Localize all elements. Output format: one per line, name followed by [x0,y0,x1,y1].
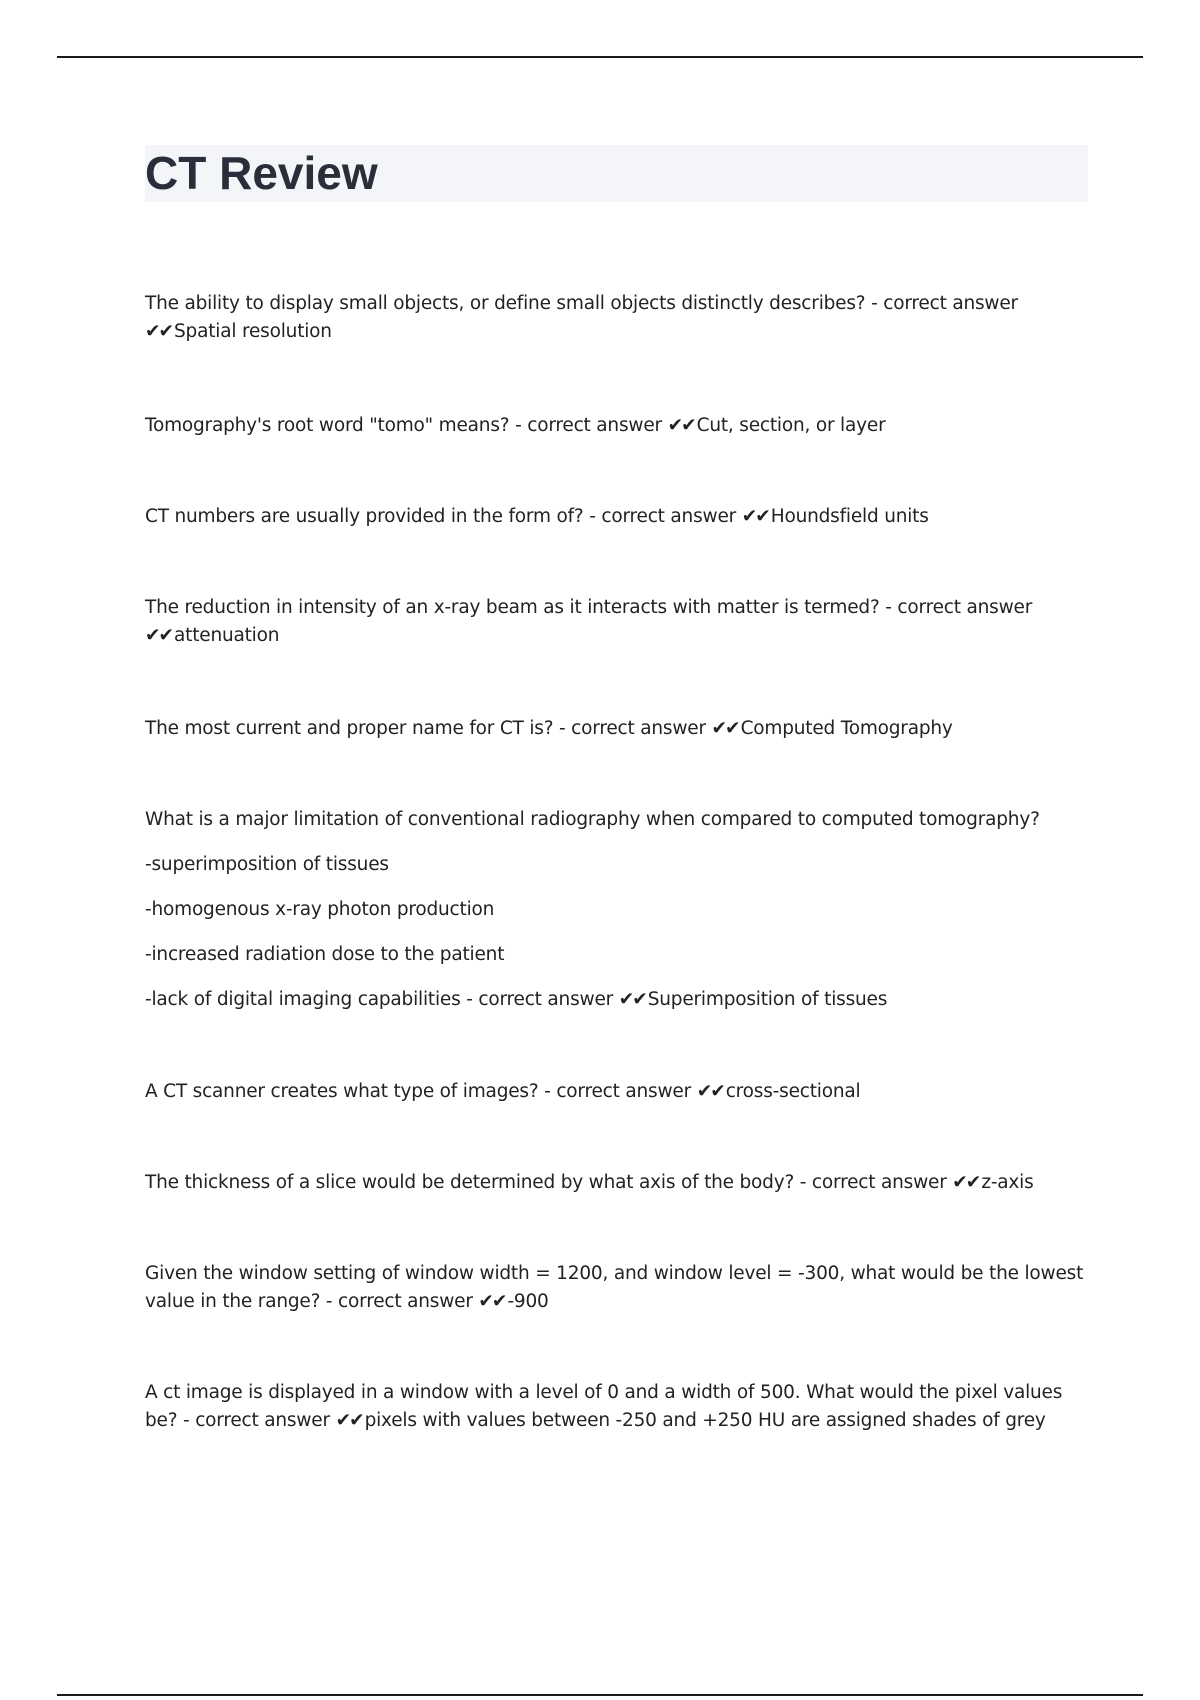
answer-text: z-axis [981,1172,1034,1193]
answer-text: pixels with values between -250 and +250 HU are assigned shades of grey [364,1410,1046,1431]
question-text: CT numbers are usually provided in the form of? [145,506,584,527]
question-text: The thickness of a slice would be determined by what axis of the body? [145,1172,795,1193]
question-text: A ct image is displayed in a window with a level of 0 and a width of 500. What would the pixel values be? [145,1382,1063,1431]
answer-text: -900 [507,1291,549,1312]
answer-separator: - correct answer [538,1081,697,1102]
answer-separator: - correct answer [177,1410,336,1431]
qa-item-7 [145,1078,1095,1106]
check-marks-icon: ✔✔ [741,506,769,527]
answer-text: Houndsfield units [770,506,929,527]
answer-text: Computed Tomography [740,718,953,739]
bottom-rule [57,1694,1143,1696]
question-text: What is a major limitation of conventional radiography when compared to computed tomography? [145,809,1040,830]
answer-text: Cut, section, or layer [696,415,886,436]
answer-text: Spatial resolution [174,321,332,342]
qa-item-8 [145,1169,1095,1197]
answer-separator: - correct answer [879,597,1033,618]
question-text: The most current and proper name for CT is? [145,718,554,739]
answer-separator: - correct answer [794,1172,953,1193]
qa-item-3 [145,503,1095,531]
answer-text: cross-sectional [725,1081,861,1102]
answer-separator: - correct answer [460,989,619,1010]
qa-item-6 [145,806,1095,1014]
check-marks-icon: ✔✔ [952,1172,980,1193]
answer-separator: - correct answer [509,415,668,436]
check-marks-icon: ✔✔ [696,1081,724,1102]
answer-separator: - correct answer [553,718,712,739]
top-rule [57,56,1143,58]
answer-text: attenuation [174,625,280,646]
qa-item-1 [145,290,1095,346]
check-marks-icon: ✔✔ [145,625,173,646]
question-text: The reduction in intensity of an x-ray beam as it interacts with matter is termed? [145,597,880,618]
answer-text: Superimposition of tissues [647,989,888,1010]
page-title: CT Review [145,147,378,199]
qa-item-10 [145,1379,1095,1435]
option-1: -superimposition of tissues [145,854,389,875]
qa-item-4 [145,594,1095,650]
check-marks-icon: ✔✔ [478,1291,506,1312]
question-text: A CT scanner creates what type of images? [145,1081,539,1102]
qa-item-9 [145,1260,1095,1316]
check-marks-icon: ✔✔ [711,718,739,739]
answer-separator: - correct answer [583,506,742,527]
check-marks-icon: ✔✔ [618,989,646,1010]
check-marks-icon: ✔✔ [145,321,173,342]
check-marks-icon: ✔✔ [667,415,695,436]
question-text: The ability to display small objects, or define small objects distinctly describes? [145,293,866,314]
option-3: -increased radiation dose to the patient [145,944,505,965]
question-text: Tomography's root word "tomo" means? [145,415,510,436]
question-text: Given the window setting of window width = 1200, and window level = -300, what would be the lowest value in the range? [145,1263,1084,1312]
answer-separator: - correct answer [865,293,1018,314]
qa-item-2 [145,412,1095,440]
option-4-line [145,986,1095,1014]
option-2: -homogenous x-ray photon production [145,899,495,920]
check-marks-icon: ✔✔ [335,1410,363,1431]
option-4: -lack of digital imaging capabilities [145,989,461,1010]
qa-item-5 [145,715,1095,743]
answer-separator: - correct answer [320,1291,479,1312]
